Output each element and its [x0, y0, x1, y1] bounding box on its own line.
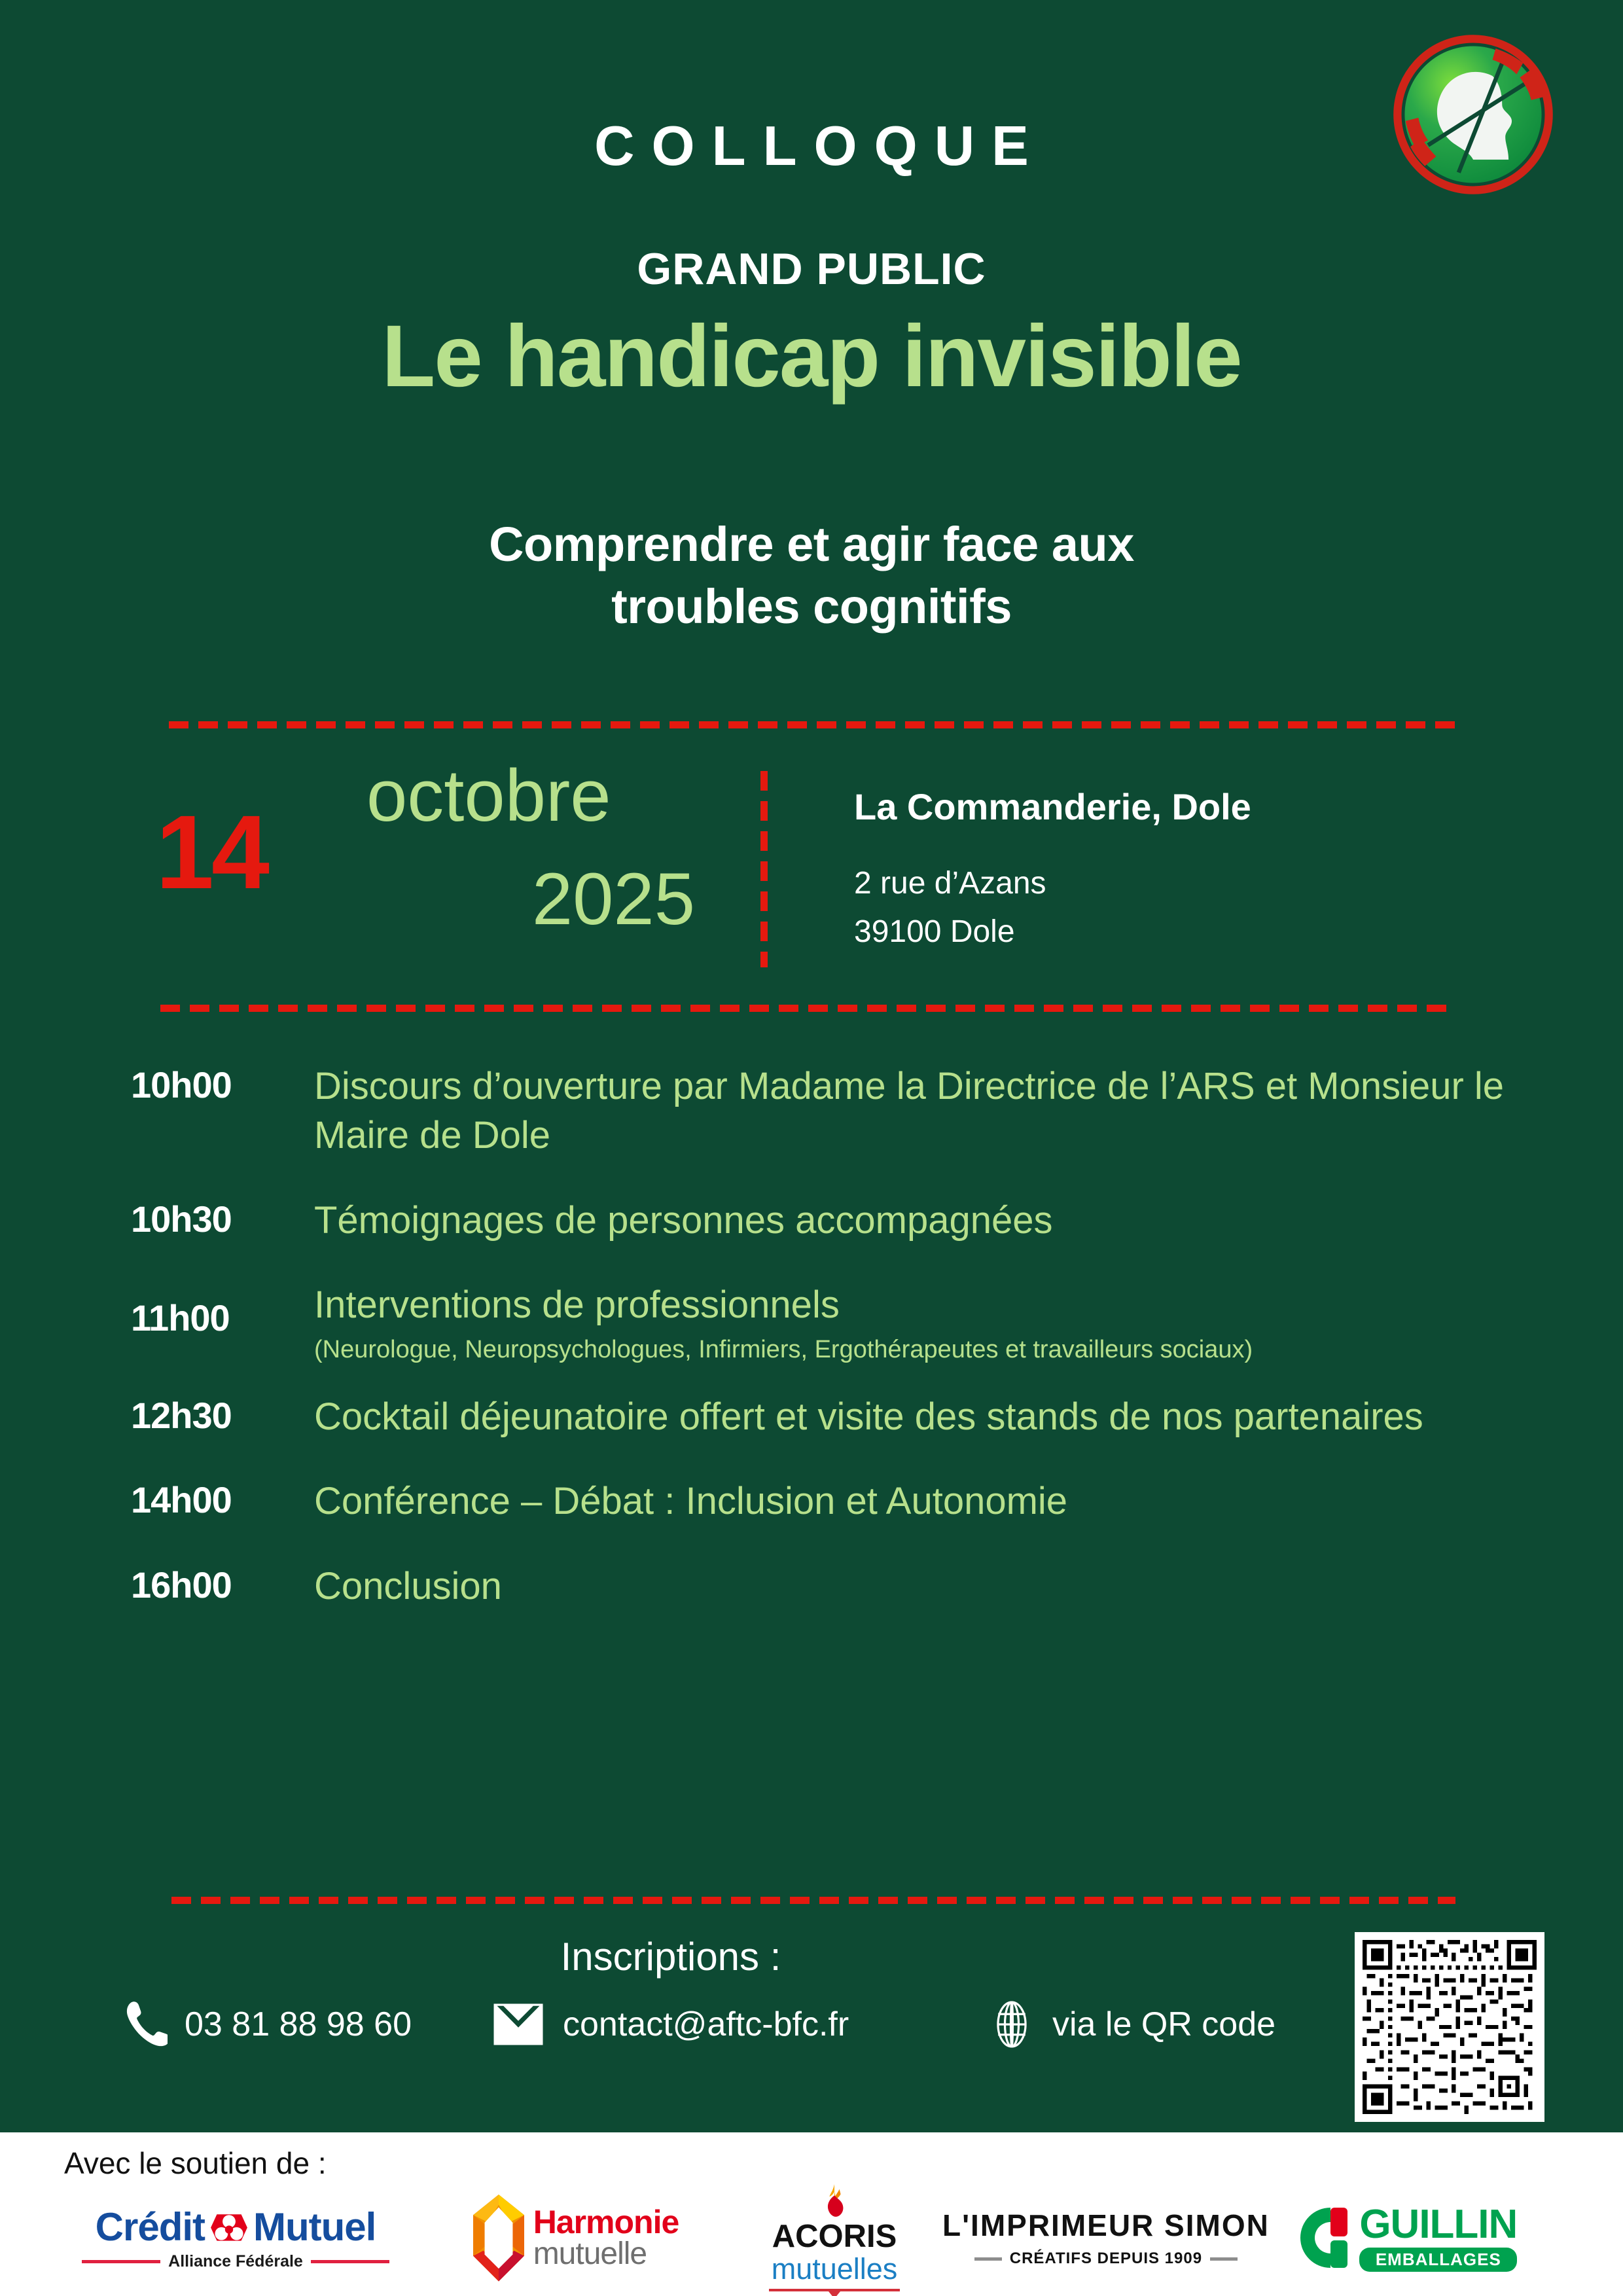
- schedule-item: [131, 1392, 1512, 1441]
- registration-contacts: [124, 2000, 1348, 2049]
- schedule-item: [131, 1062, 1512, 1160]
- sponsor-guillin-line1: GUILLIN: [1359, 2201, 1518, 2247]
- registration-qr-code[interactable]: [1355, 1932, 1544, 2122]
- schedule-description: Interventions de professionnels: [314, 1283, 840, 1327]
- schedule-time: 10h00: [131, 1064, 232, 1105]
- audience-label: GRAND PUBLIC: [637, 244, 986, 294]
- schedule-item: [131, 1280, 1512, 1366]
- schedule-content: [314, 1196, 1512, 1245]
- event-month: octobre: [366, 755, 611, 836]
- venue-city: 39100 Dole: [854, 914, 1015, 949]
- sponsor-guillin-line2: EMBALLAGES: [1359, 2248, 1517, 2272]
- subtitle-line-1: Comprendre et agir face aux: [489, 517, 1134, 571]
- sponsor-harmonie-line2: mutuelle: [533, 2236, 647, 2271]
- schedule-list: [131, 1062, 1512, 1611]
- schedule-item: [131, 1562, 1512, 1611]
- sponsor-acoris-line2: mutuelles: [771, 2252, 898, 2286]
- sponsor-logo-credit-mutuel: [46, 2189, 425, 2287]
- schedule-content: [314, 1477, 1512, 1526]
- schedule-time: 12h30: [131, 1394, 232, 1436]
- subtitle-line-2: troubles cognitifs: [611, 579, 1012, 634]
- page-subtitle: [0, 514, 1623, 637]
- schedule-item: [131, 1196, 1512, 1245]
- sponsor-logo-harmonie-mutuelle: [425, 2189, 726, 2287]
- credit-mutuel-rule-right: [311, 2260, 389, 2263]
- globe-icon: [988, 2000, 1035, 2049]
- schedule-content: [314, 1062, 1512, 1160]
- venue-name: La Commanderie, Dole: [854, 786, 1251, 827]
- schedule-content: [314, 1280, 1512, 1366]
- schedule-content: [314, 1562, 1512, 1611]
- imprimeur-rule-left: [974, 2257, 1002, 2261]
- sponsor-credit-mutuel-tagline: Alliance Fédérale: [168, 2252, 303, 2270]
- acoris-rule: [769, 2289, 900, 2291]
- schedule-description: Conclusion: [314, 1564, 502, 1607]
- venue-street: 2 rue d’Azans: [854, 866, 1046, 901]
- contact-email[interactable]: [491, 2001, 988, 2048]
- sponsor-logos: [46, 2189, 1577, 2287]
- acoris-flame-icon: [769, 2184, 900, 2217]
- sponsor-imprimeur-line2: CRÉATIFS DEPUIS 1909: [1009, 2250, 1203, 2267]
- sponsor-imprimeur-line1: L'IMPRIMEUR SIMON: [942, 2208, 1270, 2242]
- schedule-description: Témoignages de personnes accompagnées: [314, 1198, 1053, 1242]
- schedule-description: Conférence – Débat : Inclusion et Autonomie: [314, 1480, 1068, 1523]
- schedule-time: 14h00: [131, 1479, 232, 1521]
- footer: [0, 2132, 1623, 2296]
- schedule-description: Discours d’ouverture par Madame la Directrice de l’ARS et Monsieur le Maire de Dole: [314, 1065, 1505, 1157]
- contact-web[interactable]: [988, 2000, 1275, 2049]
- harmonie-gem-icon: [473, 2195, 524, 2281]
- schedule-description: Cocktail déjeunatoire offert et visite des stands de nos partenaires: [314, 1395, 1423, 1438]
- page-title: Le handicap invisible: [382, 308, 1241, 405]
- contact-phone-value: 03 81 88 98 60: [185, 2005, 412, 2043]
- guillin-mark-icon: [1296, 2204, 1354, 2272]
- contact-email-value: contact@aftc-bfc.fr: [563, 2005, 849, 2043]
- sponsor-logo-guillin-emballages: [1270, 2189, 1544, 2287]
- phone-icon: [124, 2000, 168, 2049]
- contact-phone[interactable]: [124, 2000, 491, 2049]
- kicker-colloque: COLLOQUE: [594, 115, 1046, 177]
- schedule-content: [314, 1392, 1512, 1441]
- divider-middle: [160, 1005, 1455, 1012]
- schedule-time: 10h30: [131, 1198, 232, 1240]
- event-day: 14: [156, 793, 267, 910]
- credit-mutuel-mark-icon: [209, 2208, 249, 2246]
- credit-mutuel-rule-left: [82, 2260, 160, 2263]
- envelope-icon: [491, 2001, 546, 2048]
- imprimeur-rule-right: [1210, 2257, 1238, 2261]
- divider-vertical: [760, 771, 768, 967]
- schedule-time: 16h00: [131, 1564, 232, 1605]
- divider-top: [169, 721, 1455, 728]
- support-label: Avec le soutien de :: [64, 2146, 327, 2180]
- schedule-note: (Neurologue, Neuropsychologues, Infirmiers, Ergothérapeutes et travailleurs sociaux): [314, 1335, 1253, 1363]
- sponsor-credit-mutuel-word2: Mutuel: [253, 2205, 376, 2249]
- sponsor-harmonie-line1: Harmonie: [533, 2204, 679, 2240]
- schedule-item: [131, 1477, 1512, 1526]
- sponsor-logo-imprimeur-simon: [942, 2189, 1270, 2287]
- sponsor-acoris-line1: ACORIS: [772, 2219, 897, 2254]
- event-year: 2025: [531, 858, 695, 940]
- registration-heading: Inscriptions :: [560, 1935, 781, 1979]
- sponsor-credit-mutuel-word1: Crédit: [95, 2205, 205, 2249]
- contact-web-value: via le QR code: [1052, 2005, 1276, 2043]
- divider-bottom: [171, 1897, 1455, 1904]
- sponsor-logo-acoris-mutuelles: [726, 2189, 942, 2287]
- schedule-time: 11h00: [131, 1297, 230, 1339]
